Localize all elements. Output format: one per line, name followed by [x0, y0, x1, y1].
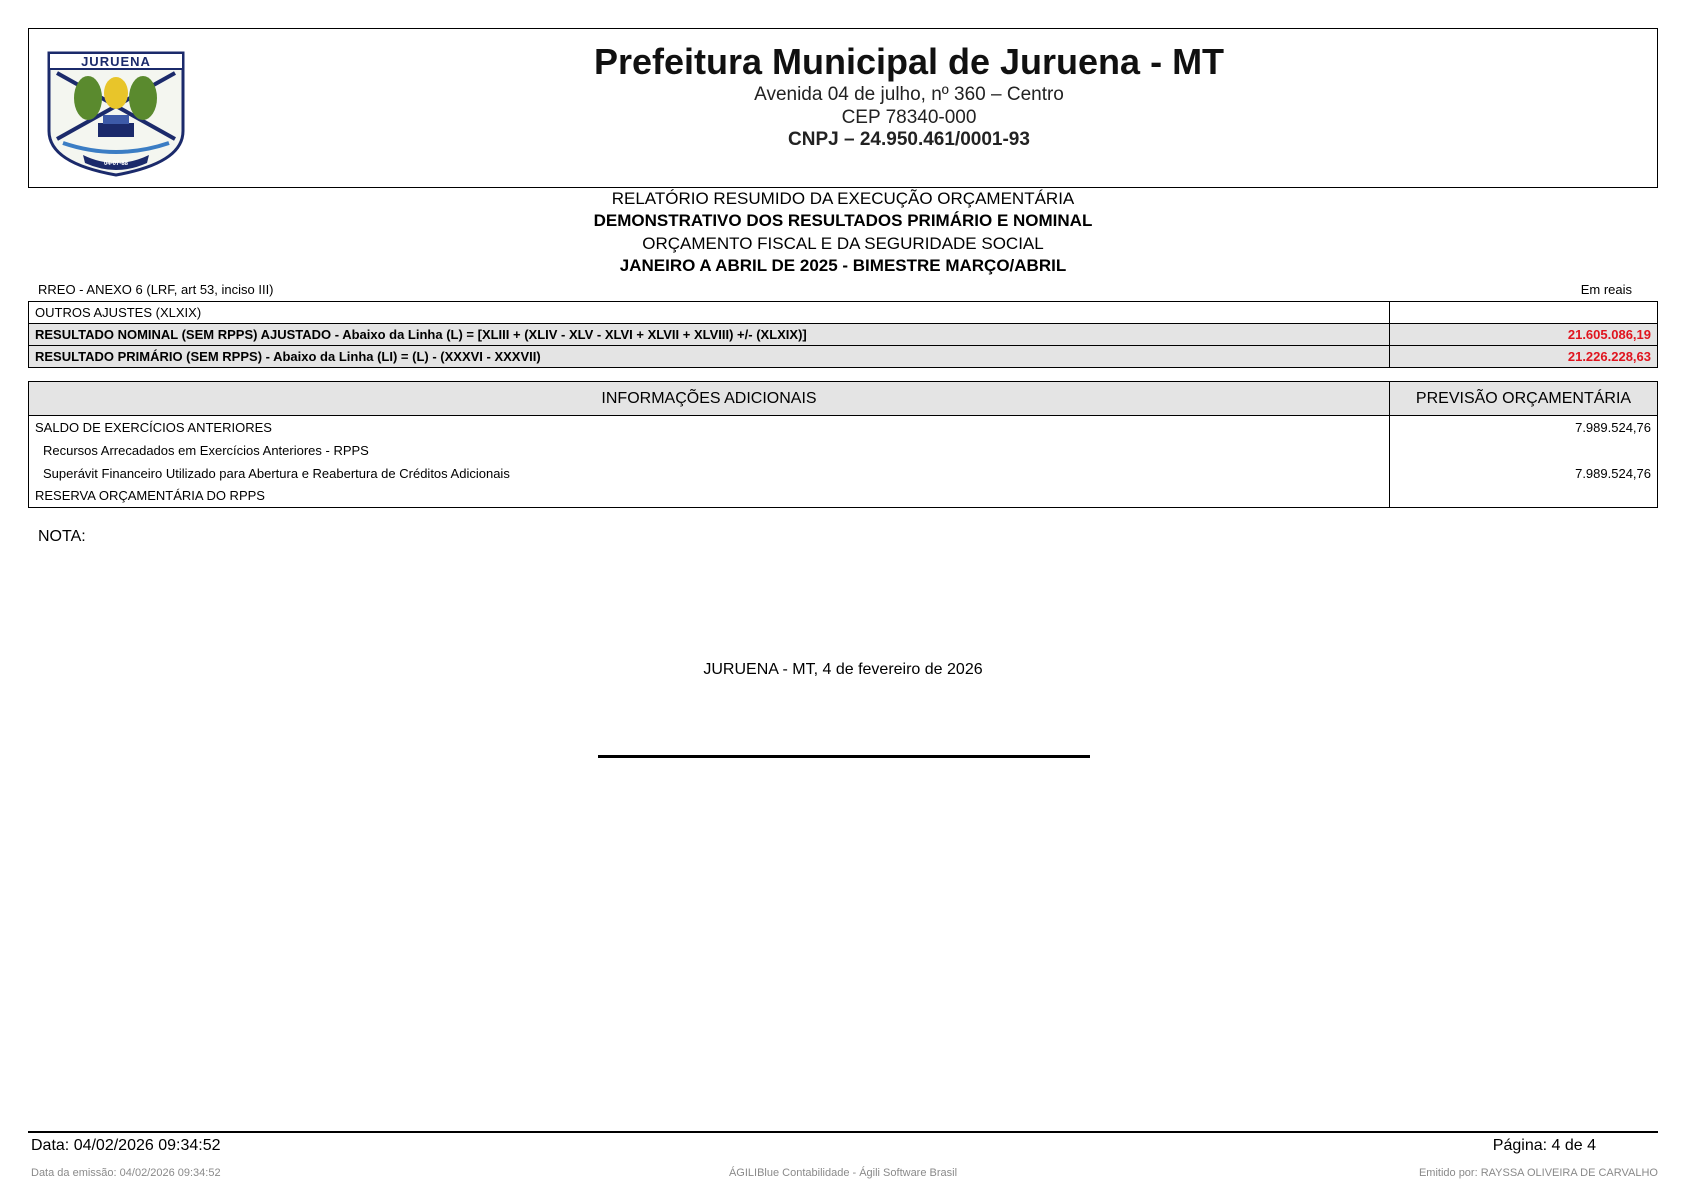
- row-label: SALDO DE EXERCÍCIOS ANTERIORES: [29, 416, 1390, 439]
- logo-text: JURUENA: [81, 54, 151, 69]
- municipal-coat-of-arms-logo: [43, 43, 189, 179]
- table-header-row: [29, 382, 1658, 416]
- report-title-line2: DEMONSTRATIVO DOS RESULTADOS PRIMÁRIO E NOMINAL: [593, 211, 1093, 230]
- footer-date: Data: 04/02/2026 09:34:52: [31, 1137, 221, 1154]
- municipality-address: Avenida 04 de julho, nº 360 – Centro: [754, 84, 1064, 105]
- letterhead: [28, 28, 1658, 188]
- row-value: 21.605.086,19: [1390, 324, 1658, 346]
- place-and-date: JURUENA - MT, 4 de fevereiro de 2026: [703, 661, 983, 678]
- additional-info-table: [28, 381, 1658, 508]
- annex-reference: RREO - ANEXO 6 (LRF, art 53, inciso III): [38, 282, 274, 297]
- row-label: RESULTADO NOMINAL (SEM RPPS) AJUSTADO - Abaixo da Linha (L) = [XLIII + (XLIV - XLV - XLVI + XLVII + XLVIII) +/- (XLXIX)]: [29, 324, 1390, 346]
- table-row: [29, 485, 1658, 508]
- logo-date: 04-07-88: [103, 161, 129, 167]
- table-row: [29, 439, 1658, 462]
- row-label: RESULTADO PRIMÁRIO (SEM RPPS) - Abaixo da Linha (LI) = (L) - (XXXVI - XXXVII): [29, 346, 1390, 368]
- column-header-info: INFORMAÇÕES ADICIONAIS: [29, 382, 1390, 416]
- row-value: [1390, 439, 1658, 462]
- currency-unit: Em reais: [1580, 282, 1632, 297]
- footer-divider: [28, 1131, 1658, 1133]
- table-row: [29, 302, 1658, 324]
- report-title-line3: ORÇAMENTO FISCAL E DA SEGURIDADE SOCIAL: [642, 234, 1044, 253]
- report-period: JANEIRO A ABRIL DE 2025 - BIMESTRE MARÇO/ABRIL: [619, 256, 1067, 275]
- row-value: 21.226.228,63: [1390, 346, 1658, 368]
- row-label: Superávit Financeiro Utilizado para Abertura e Reabertura de Créditos Adicionais: [29, 462, 1390, 485]
- issued-by: Emitido por: RAYSSA OLIVEIRA DE CARVALHO: [1418, 1167, 1658, 1179]
- row-label: Recursos Arrecadados em Exercícios Anteriores - RPPS: [29, 439, 1390, 462]
- report-title-line1: RELATÓRIO RESUMIDO DA EXECUÇÃO ORÇAMENTÁRIA: [611, 189, 1075, 208]
- municipality-title: Prefeitura Municipal de Juruena - MT: [593, 41, 1225, 82]
- table-row: [29, 416, 1658, 439]
- row-value: 7.989.524,76: [1390, 416, 1658, 439]
- signature-line: [598, 755, 1090, 758]
- row-label: OUTROS AJUSTES (XLXIX): [29, 302, 1390, 324]
- page-number: Página: 4 de 4: [1492, 1137, 1596, 1154]
- row-label: RESERVA ORÇAMENTÁRIA DO RPPS: [29, 485, 1390, 508]
- table-row: [29, 324, 1658, 346]
- row-value: [1390, 485, 1658, 508]
- table-row: [29, 346, 1658, 368]
- column-header-forecast: PREVISÃO ORÇAMENTÁRIA: [1390, 382, 1658, 416]
- software-credit: ÁGILIBlue Contabilidade - Ágili Software Brasil: [728, 1167, 958, 1179]
- municipality-cep: CEP 78340-000: [841, 107, 977, 128]
- results-table: [28, 301, 1658, 368]
- emission-date: Data da emissão: 04/02/2026 09:34:52: [31, 1167, 221, 1179]
- row-value: 7.989.524,76: [1390, 462, 1658, 485]
- municipality-cnpj: CNPJ – 24.950.461/0001-93: [788, 129, 1030, 150]
- table-row: [29, 462, 1658, 485]
- row-value: [1390, 302, 1658, 324]
- note-label: NOTA:: [38, 528, 86, 545]
